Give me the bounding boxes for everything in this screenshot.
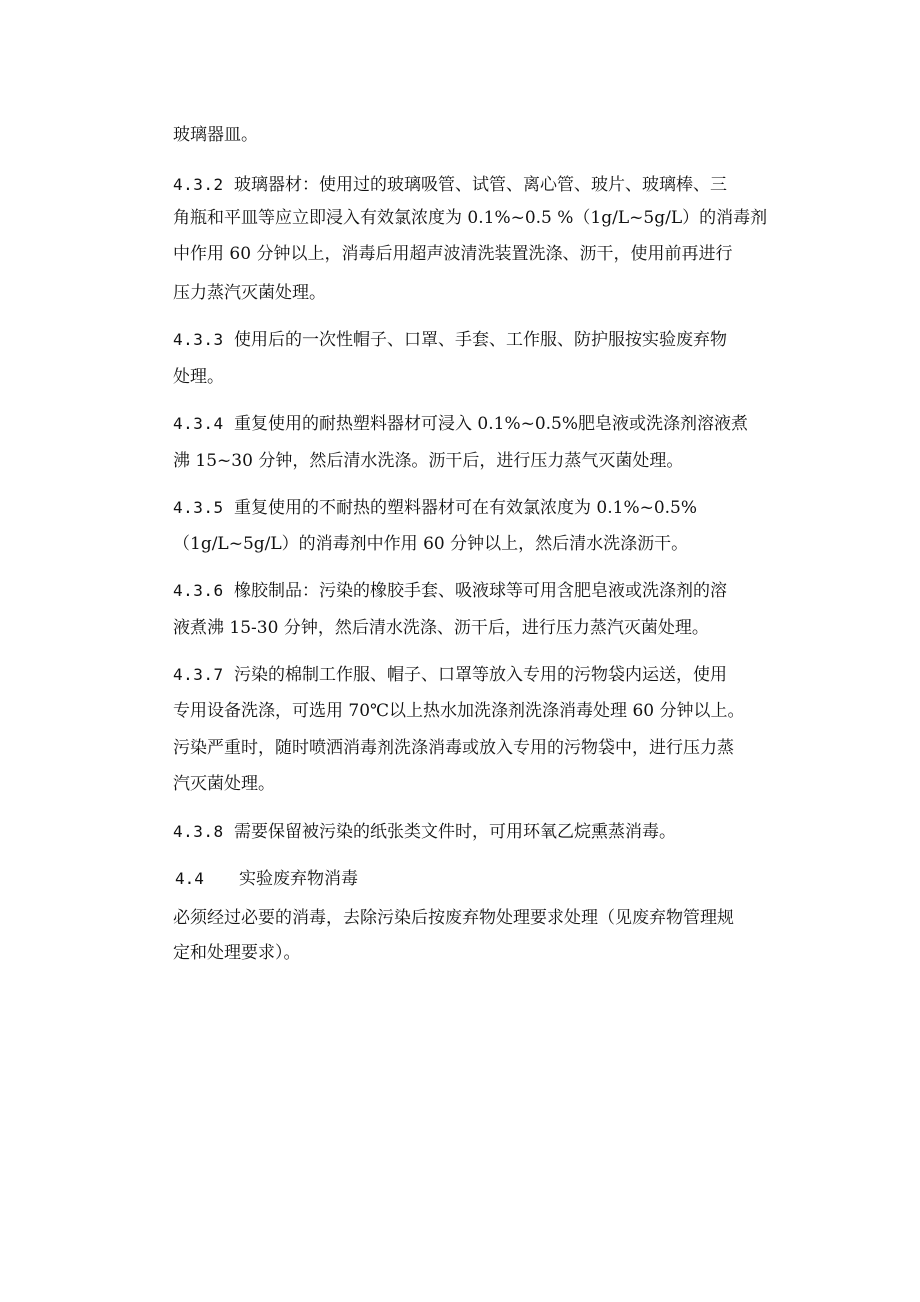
clause-4-3-7-line-4: 汽灭菌处理。 bbox=[173, 774, 275, 794]
clause-text: 重复使用的不耐热的塑料器材可在有效氯浓度为 0.1%~0.5% bbox=[234, 498, 698, 518]
clause-text: 需要保留被污染的纸张类文件时，可用环氧乙烷熏蒸消毒。 bbox=[234, 822, 676, 842]
clause-number: 4.3.2 bbox=[173, 175, 224, 194]
clause-4-3-2-line-4: 压力蒸汽灭菌处理。 bbox=[173, 283, 326, 303]
clause-4-3-7-line-3: 污染严重时，随时喷洒消毒剂洗涤消毒或放入专用的污物袋中，进行压力蒸 bbox=[173, 738, 734, 758]
clause-text: 污染的棉制工作服、帽子、口罩等放入专用的污物袋内运送，使用 bbox=[234, 665, 727, 685]
clause-number: 4.3.5 bbox=[173, 498, 224, 517]
clause-4-3-5-line-2: （1g/L~5g/L）的消毒剂中作用 60 分钟以上，然后清水洗涤沥干。 bbox=[173, 534, 689, 554]
clause-4-3-2-line-1 bbox=[173, 174, 727, 196]
clause-4-3-4-line-1 bbox=[173, 413, 748, 435]
clause-4-3-7-line-2: 专用设备洗涤，可选用 70℃以上热水加洗涤剂洗涤消毒处理 60 分钟以上。 bbox=[173, 701, 745, 721]
clause-4-3-2-line-2: 角瓶和平皿等应立即浸入有效氯浓度为 0.1%~0.5 %（1g/L~5g/L）的消毒剂 bbox=[173, 208, 768, 228]
section-4-4-heading bbox=[175, 868, 358, 890]
clause-4-3-6-line-1 bbox=[173, 580, 727, 602]
clause-number: 4.3.4 bbox=[173, 414, 224, 433]
section-4-4-line-1: 必须经过必要的消毒，去除污染后按废弃物处理要求处理（见废弃物管理规 bbox=[173, 908, 734, 928]
clause-4-3-6-line-2: 液煮沸 15-30 分钟，然后清水洗涤、沥干后，进行压力蒸汽灭菌处理。 bbox=[173, 618, 709, 638]
clause-4-3-3-line-2: 处理。 bbox=[173, 367, 224, 387]
clause-text: 玻璃器材：使用过的玻璃吸管、试管、离心管、玻片、玻璃棒、三 bbox=[234, 175, 727, 195]
clause-number: 4.3.3 bbox=[173, 330, 224, 349]
section-title: 实验废弃物消毒 bbox=[239, 869, 358, 889]
clause-number: 4.3.7 bbox=[173, 665, 224, 684]
clause-text: 重复使用的耐热塑料器材可浸入 0.1%~0.5%肥皂液或洗涤剂溶液煮 bbox=[234, 414, 749, 434]
clause-4-3-3-line-1 bbox=[173, 329, 727, 351]
clause-4-3-8-line-1 bbox=[173, 821, 676, 843]
clause-4-3-2-line-3: 中作用 60 分钟以上，消毒后用超声波清洗装置洗涤、沥干，使用前再进行 bbox=[173, 244, 733, 264]
section-number: 4.4 bbox=[175, 869, 204, 888]
clause-4-3-5-line-1 bbox=[173, 497, 697, 519]
clause-4-3-4-line-2: 沸 15~30 分钟，然后清水洗涤。沥干后，进行压力蒸气灭菌处理。 bbox=[173, 451, 684, 471]
clause-number: 4.3.6 bbox=[173, 581, 224, 600]
intro-line-1: 玻璃器皿。 bbox=[173, 125, 258, 145]
clause-4-3-7-line-1 bbox=[173, 664, 727, 686]
clause-text: 使用后的一次性帽子、口罩、手套、工作服、防护服按实验废弃物 bbox=[234, 330, 727, 350]
clause-text: 橡胶制品：污染的橡胶手套、吸液球等可用含肥皂液或洗涤剂的溶 bbox=[234, 581, 727, 601]
section-4-4-line-2: 定和处理要求）。 bbox=[173, 943, 301, 963]
clause-number: 4.3.8 bbox=[173, 822, 224, 841]
